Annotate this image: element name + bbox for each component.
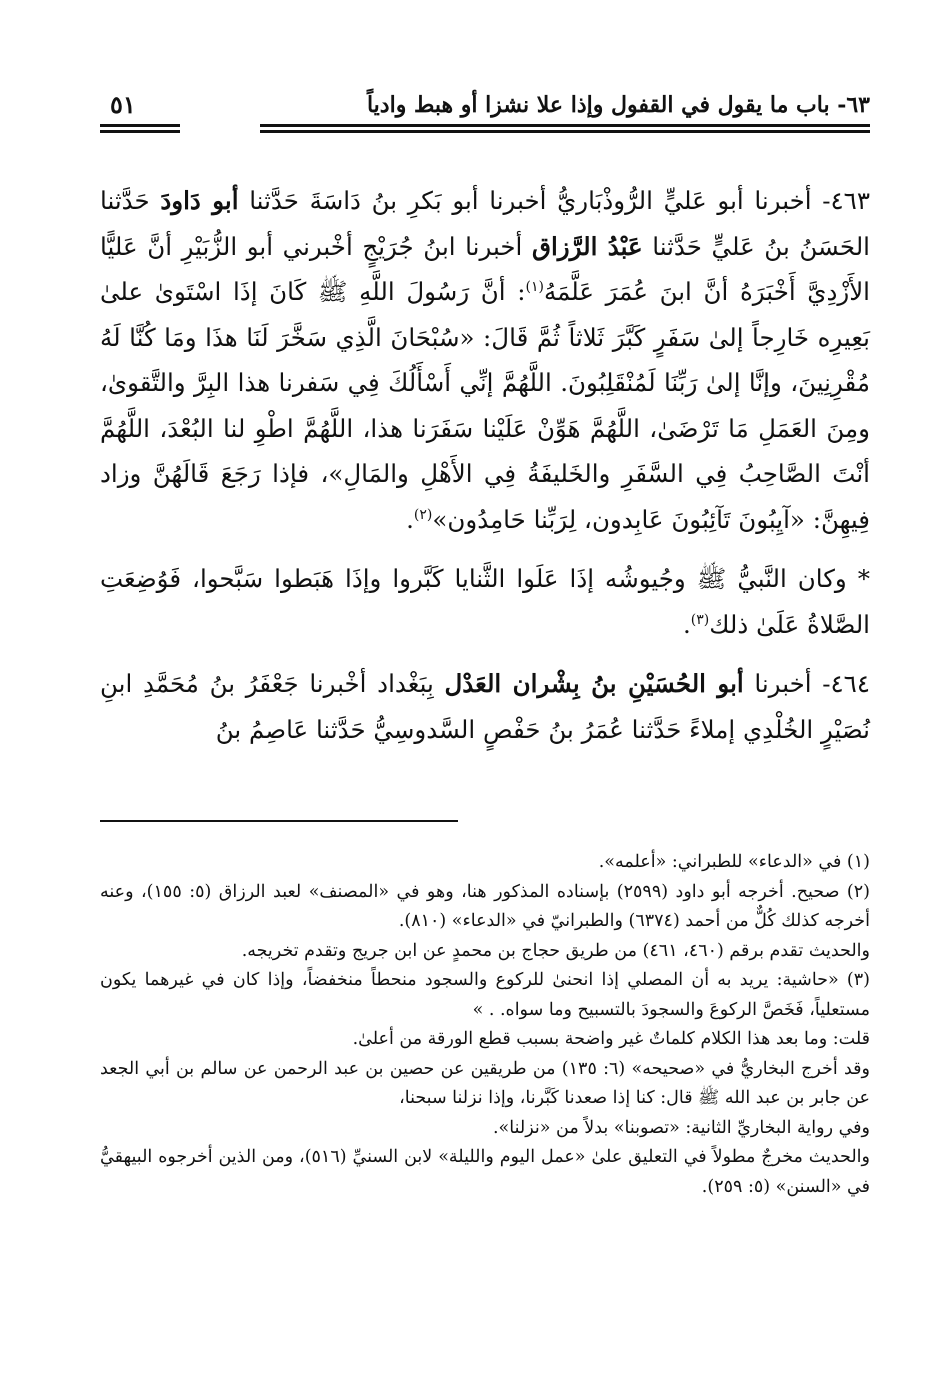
text-run: أخبرنا ابنُ جُرَيْجٍ أخْبرني أبو الزُّبَيْرِ أنَّ عَليًّا الأَزْدِيَّ أَخْبَرَهُ أنَّ ابنَ عُمَرَ عَلَّمَهُ [100,231,870,306]
text-run: * وكان النَّبيُّ ﷺ وجُيوشُه إذَا عَلَوا الثَّنايا كَبَّروا وإذَا هَبَطوا سَبَّحوا، فَوُضِعَتِ الصَّلاةُ عَلَىٰ ذلك [100,564,870,639]
narrator-name: أبو الحُسَيْنِ بنُ بِشْران العَدْل [444,669,744,698]
footnote: وفي رواية البخاريِّ الثانية: «تصوبنا» بدلاً من «نزلنا». [492,1117,870,1138]
hadith-463 [100,178,870,542]
header-rule-line [100,130,180,133]
note-paragraph [100,556,870,647]
footnote-marker: (١) [525,278,544,295]
text-run: أخبرنا أبو عَليٍّ الرُّوذْبَاريُّ أخبرنا أبو بَكرِ بنُ دَاسَةَ حَدَّثنا [238,186,812,215]
footnote-marker: (٢) [413,506,433,523]
text-run: حَدَّثنا الحَسَنُ بنُ عَليٍّ حَدَّثنا [100,186,870,261]
document-page [100,78,870,1368]
narrator-name: عَبْدُ الرَّزاق [531,231,643,261]
text-run: أخبرنا [743,669,812,698]
header-rules [100,124,870,134]
footnote: (٣) «حاشية: يريد به أن المصلي إذا انحنىٰ للركوع والسجود منحطاً منخفضاً، وإذا كان في غيرهما يكون مستعلياً، فَخَصَّ الركوعَ والسجودَ بالتسبيح وما سواه. . » [100,970,870,1020]
main-text [100,178,870,752]
footnote: والحديث مخرجٌ مطولاً في التعليق علىٰ «عمل اليوم والليلة» لابن السنيِّ (٥١٦)، ومن الذين أخرجوه البيهقيُّ في «السنن» (٥: ٢٥٩). [100,1147,870,1197]
footnote: والحديث تقدم برقم (٤٦٠، ٤٦١) من طريق حجاج بن محمدٍ عن ابن جريج وتقدم تخريجه. [241,940,870,961]
footnote-marker: (٣) [690,611,710,628]
footnote: (٢) صحيح. أخرجه أبو داود (٢٥٩٩) بإسناده المذكور هنا، وهو في «المصنف» لعبد الرزاق (٥: ١٥٥)، وعنه أخرجه كذلك كُلٌّ من أحمد (٦٣٧٤) والطبرانيّ في «الدعاء» (٨١٠). [100,881,870,931]
text-run: . [683,609,691,639]
narrator-name: أبو دَاودَ [160,186,239,215]
text-run: . [406,504,414,534]
footnote: (١) في «الدعاء» للطبراني: «أعلمه». [598,852,870,872]
page-number: ٥١ [110,90,136,119]
page-header [100,78,870,120]
header-rule-line [260,124,870,127]
footnote-separator [100,820,458,822]
hadith-number: ٤٦٣- [811,186,870,215]
hadith-number: ٤٦٤- [811,669,870,698]
text-run: : أنَّ رَسُولَ اللَّهِ ﷺ كَانَ إذَا اسْتَوىٰ علىٰ بَعِيرِه خَارِجاً إلىٰ سَفَرٍ كَبَّرَ ثَلاثاً ثُمَّ قَالَ: «سُبْحَانَ الَّذِي سَخَّرَ لَنَا هذَا ومَا كُنَّا لَهُ مُقْرِنِينَ، وإنَّا إلىٰ رَبِّنَا لَمُنْقَلِبُونَ. اللَّهُمَّ إنِّي أَسْأَلُكَ فِي سَفرنا هذا البِرَّ والتَّقوىٰ، ومِنَ العَمَلِ مَا تَرْضَىٰ، اللَّهُمَّ هَوِّنْ عَلَيْنا سَفَرَنا هذا، اللَّهُمَّ اطْوِ لنا البُعْدَ، اللَّهُمَّ أنْتَ الصَّاحِبُ فِي السَّفَرِ والخَليفَةُ فِي الأَهْلِ والمَالِ»، فإذا رَجَعَ قَالَهُنَّ وزاد فِيهِنَّ: «آيِبُونَ تَآئِبُونَ عَابِدون، لِرَبِّنا حَامِدُون» [100,277,870,534]
header-rule-line [260,130,870,133]
footnote: وقد أخرج البخاريُّ في «صحيحه» (٦: ١٣٥) من طريقين عن حصين بن عبد الرحمن عن سالم بن أبي الجعد عن جابر بن عبد الله ﷺ قال: كنا إذا صعدنا كَبَّرنا، وإذا نزلنا سبحنا، [100,1058,870,1108]
hadith-464 [100,661,870,752]
chapter-title: ٦٣- باب ما يقول في القفول وإذا علا نشزا أو هبط وادياً [366,92,870,118]
footnote: قلت: وما بعد هذا الكلام كلماتٌ غير واضحة بسبب قطع الورقة من أعلىٰ. [352,1029,870,1049]
text-run: بِبَغْداد أخْبرنا جَعْفَرُ بنُ مُحَمَّدِ ابنِ نُصَيْرٍ الخُلْدِي إملاءً حَدَّثنا عُمَرُ بنُ حَفْصٍ السَّدوسِيُّ حَدَّثنا عَاصِمُ بنُ [100,669,870,744]
header-rule-line [100,124,180,127]
footnotes [100,848,870,1202]
